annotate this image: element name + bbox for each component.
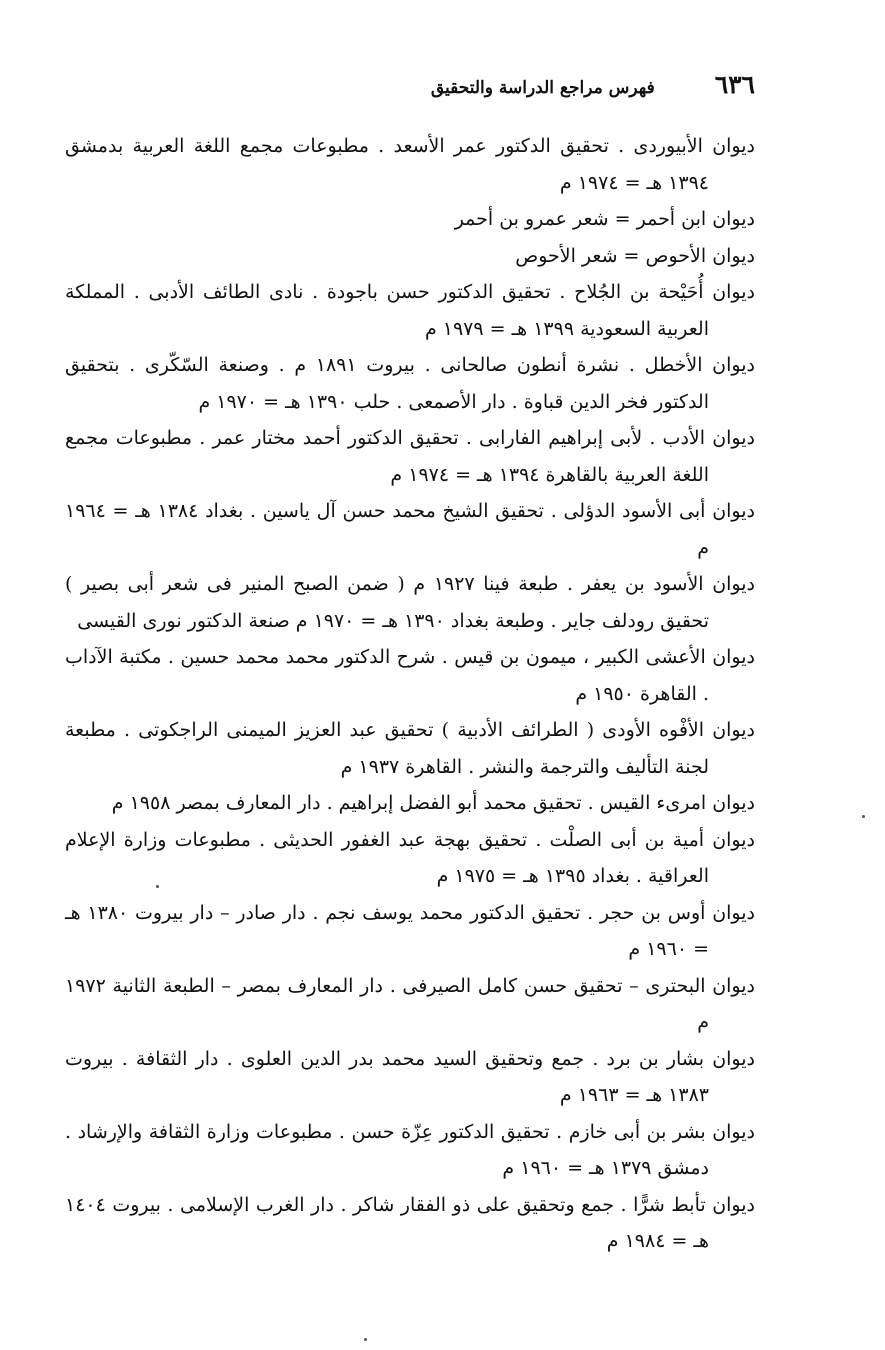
running-title: فهرس مراجع الدراسة والتحقيق [430,78,655,98]
page-header [300,70,755,106]
bibliography-entry: ديوان الأخطل . نشرة أنطون صالحانى . بيروت ١٨٩١ م . وصنعة السّكّرى . بتحقيق الدكتور فخر الدين قباوة . دار الأصمعى . حلب ١٣٩٠ هـ = ١٩٧٠ م [65,354,755,413]
page-number: ٦٣٦ [714,70,755,99]
scan-speck [364,1338,367,1341]
scan-speck [862,815,865,818]
bibliography-entry: ديوان الأبيوردى . تحقيق الدكتور عمر الأسعد . مطبوعات مجمع اللغة العربية بدمشق ١٣٩٤ هـ = ١٩٧٤ م [65,135,755,194]
scan-speck [156,885,159,888]
bibliography-entry: ديوان الأدب . لأبى إبراهيم الفارابى . تحقيق الدكتور أحمد مختار عمر . مطبوعات مجمع اللغة العربية بالقاهرة ١٣٩٤ هـ = ١٩٧٤ م [65,427,755,486]
bibliography-entry: ديوان البحترى – تحقيق حسن كامل الصيرفى . دار المعارف بمصر – الطبعة الثانية ١٩٧٢ م [65,974,755,1033]
bibliography-entry: ديوان بشر بن أبى خازم . تحقيق الدكتور عِزّة حسن . مطبوعات وزارة الثقافة والإرشاد . دمشق ١٣٧٩ هـ = ١٩٦٠ م [65,1120,755,1179]
bibliography-entry: ديوان بشار بن برد . جمع وتحقيق السيد محمد بدر الدين العلوى . دار الثقافة . بيروت ١٣٨٣ هـ = ١٩٦٣ م [65,1047,755,1106]
bibliography-list [65,128,755,1260]
bibliography-entry: ديوان الأفْوه الأودى ( الطرائف الأدبية ) تحقيق عبد العزيز الميمنى الراجكوتى . مطبعة لجنة التأليف والترجمة والنشر . القاهرة ١٩٣٧ م [65,719,755,778]
bibliography-entry: ديوان الأسود بن يعفر . طبعة فينا ١٩٢٧ م ( ضمن الصبح المنير فى شعر أبى بصير ) تحقيق رودلف جاير . وطبعة بغداد ١٣٩٠ هـ = ١٩٧٠ م صنعة الدكتور نورى القيسى [65,573,755,632]
bibliography-entry: ديوان أبى الأسود الدؤلى . تحقيق الشيخ محمد حسن آل ياسين . بغداد ١٣٨٤ هـ = ١٩٦٤ م [65,500,755,559]
bibliography-entry: ديوان أُحَيْحة بن الجُلاح . تحقيق الدكتور حسن باجودة . نادى الطائف الأدبى . المملكة العربية السعودية ١٣٩٩ هـ = ١٩٧٩ م [65,281,755,340]
bibliography-entry: ديوان أوس بن حجر . تحقيق الدكتور محمد يوسف نجم . دار صادر – دار بيروت ١٣٨٠ هـ = ١٩٦٠ م [65,901,755,960]
bibliography-entry: ديوان امرىء القيس . تحقيق محمد أبو الفضل إبراهيم . دار المعارف بمصر ١٩٥٨ م [111,792,755,814]
bibliography-entry: ديوان أمية بن أبى الصلْت . تحقيق بهجة عبد الغفور الحديثى . مطبوعات وزارة الإعلام العراقية . بغداد ١٣٩٥ هـ = ١٩٧٥ م [65,828,755,887]
bibliography-entry: ديوان الأحوص = شعر الأحوص [515,244,755,267]
bibliography-entry: ديوان ابن أحمر = شعر عمرو بن أحمر [454,208,755,230]
bibliography-entry: ديوان الأعشى الكبير ، ميمون بن قيس . شرح الدكتور محمد محمد حسين . مكتبة الآداب . القاهرة ١٩٥٠ م [65,646,755,705]
bibliography-entry: ديوان تأبط شرًّا . جمع وتحقيق على ذو الفقار شاكر . دار الغرب الإسلامى . بيروت ١٤٠٤ هـ = ١٩٨٤ م [65,1193,755,1252]
